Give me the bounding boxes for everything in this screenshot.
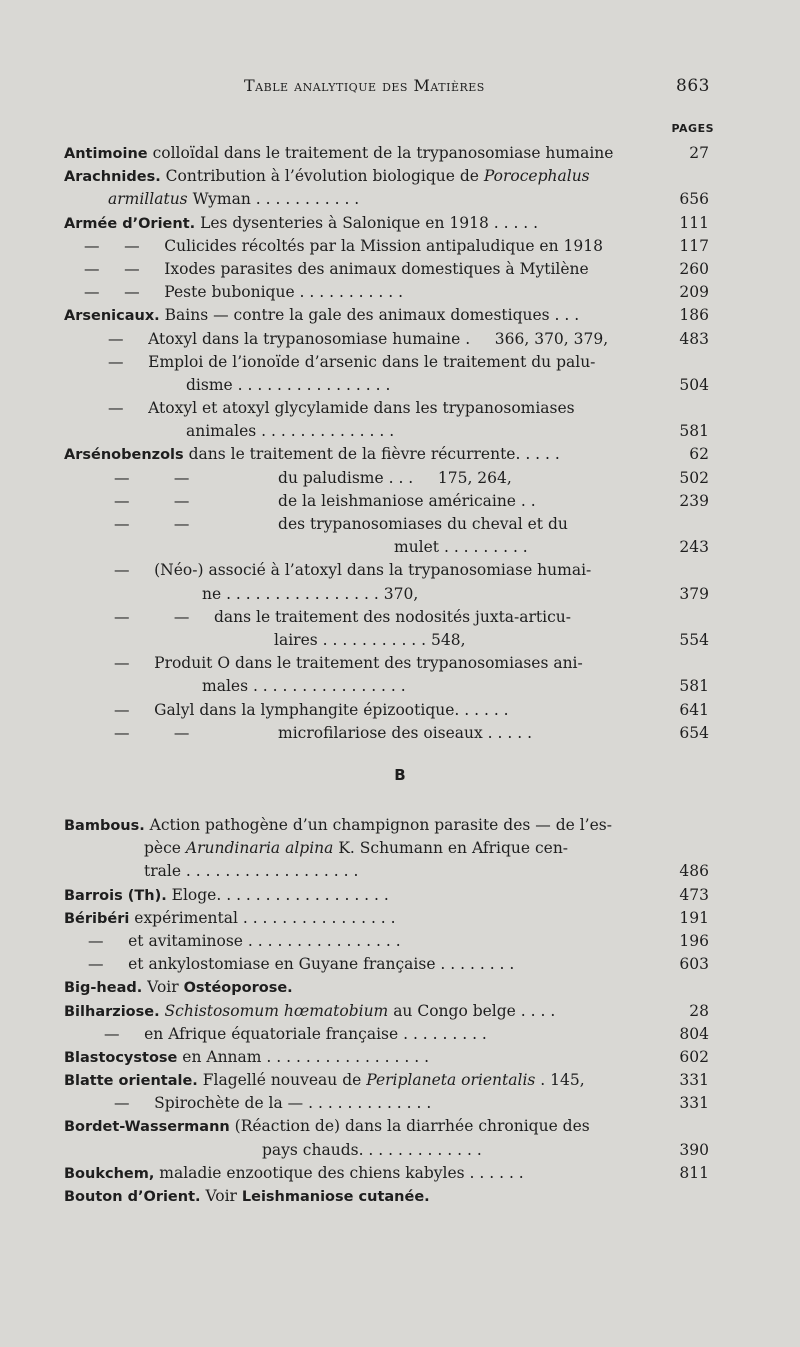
entry-text (64, 1117, 590, 1135)
index-entry (64, 374, 709, 397)
entry-headword: Bambous. (64, 818, 145, 834)
entry-text-part: — et avitaminose . . . . . . . . . . . . . . . . (88, 931, 401, 950)
page-reference: 603 (679, 955, 709, 974)
entry-text-part: — Emploi de l’ionoïde d’arsenic dans le traitement du palu- (108, 352, 596, 371)
entry-headword: Blastocystose (64, 1049, 178, 1066)
page-reference: 243 (679, 538, 709, 557)
entry-italic-text: Periplaneta orientalis (366, 1071, 536, 1090)
entry-text-part: — — dans le traitement des nodosités juxta-articu- (114, 607, 572, 626)
entry-text-part: dans le traitement de la fièvre récurrente. . . . . (183, 445, 560, 464)
page-reference: 117 (679, 236, 709, 255)
entry-text (64, 422, 394, 440)
entry-italic-text: armillatus (108, 190, 188, 209)
entry-text (64, 214, 538, 232)
section-letter-b: B (394, 766, 406, 784)
index-entry (64, 884, 709, 907)
entry-text (64, 469, 512, 487)
entry-text-part: Bains — contre la gale des animaux domestiques . . . (159, 306, 580, 325)
page-reference: 260 (679, 259, 709, 278)
index-entry (64, 814, 709, 837)
index-entry (64, 583, 709, 606)
page-reference: 473 (679, 885, 709, 904)
page-reference: 581 (679, 677, 709, 696)
entry-text-part: expérimental . . . . . . . . . . . . . . . . (129, 908, 396, 927)
entry-headword: Bilharziose. (64, 1003, 160, 1020)
page-reference: 654 (679, 723, 709, 742)
page-reference: 656 (679, 190, 709, 209)
entry-headword: Béribéri (64, 910, 130, 927)
entry-text (64, 978, 293, 996)
entry-text (64, 492, 536, 510)
entry-text (64, 886, 389, 904)
entry-text (64, 1048, 429, 1066)
index-entry (64, 559, 709, 582)
page-reference: 554 (679, 630, 709, 649)
page-reference: 28 (689, 1001, 709, 1020)
entry-italic-text: Schistosomum hœmatobium (164, 1001, 389, 1020)
entry-text (64, 839, 568, 857)
entry-text-part: Les dysenteries à Salonique en 1918 . . . . . (195, 213, 539, 232)
page-reference: 196 (679, 931, 709, 950)
entry-headword: Boukchem, (64, 1165, 155, 1182)
entry-text-part: trale . . . . . . . . . . . . . . . . . . (144, 862, 359, 881)
page-reference: 641 (679, 700, 709, 719)
index-entry (64, 606, 709, 629)
entry-headword: Armée d’Orient. (64, 215, 196, 232)
entry-text-part: (Réaction de) dans la diarrhée chronique des (229, 1117, 590, 1136)
index-entry (64, 443, 709, 466)
entry-text-part: en Annam . . . . . . . . . . . . . . . . . (177, 1047, 430, 1066)
index-entry (64, 930, 709, 953)
entry-text (64, 561, 591, 579)
index-entry (64, 1185, 709, 1208)
entry-text (64, 306, 579, 324)
entry-text (64, 330, 608, 348)
entry-italic-text: Arundinaria alpina (185, 839, 334, 858)
index-entry (64, 1162, 709, 1185)
page-reference: 804 (679, 1024, 709, 1043)
entry-text-part: males . . . . . . . . . . . . . . . . (202, 677, 406, 696)
entry-text-part: — — des trypanosomiases du cheval et du (114, 515, 568, 533)
page-reference: 504 (679, 375, 709, 394)
entry-headword: Bordet-Wassermann (64, 1119, 230, 1136)
entry-text-part: — (Néo-) associé à l’atoxyl dans la trypanosomiase humai- (114, 561, 592, 580)
entry-text-part: pays chauds. . . . . . . . . . . . . (262, 1140, 482, 1159)
entry-text-part: — et ankylostomiase en Guyane française . . . . . . . . (88, 955, 515, 974)
entry-text (64, 515, 568, 533)
index-entry (64, 675, 709, 698)
page-reference: 581 (679, 422, 709, 441)
entry-text-part: maladie enzootique des chiens kabyles . . . . . . (154, 1163, 524, 1182)
entry-text (64, 585, 418, 603)
entry-headword: Arachnides. (64, 169, 161, 186)
entry-text-part: Eloge. . . . . . . . . . . . . . . . . . (166, 885, 389, 904)
entry-text-part: disme . . . . . . . . . . . . . . . . (186, 375, 391, 394)
index-entry (64, 652, 709, 675)
index-entry (64, 1069, 709, 1092)
page-reference: 483 (679, 329, 709, 348)
entry-text-part: Wyman . . . . . . . . . . . (187, 190, 360, 209)
entry-text-part: — — du paludisme . . . 175, 264, (114, 468, 512, 487)
entry-text (64, 538, 528, 556)
entry-text-part: Voir (200, 1187, 242, 1205)
entry-text (64, 399, 575, 417)
page-reference: 111 (679, 213, 709, 232)
entry-text-part: — — de la leishmaniose américaine . . (114, 491, 536, 510)
entry-headword: Arsénobenzols (64, 447, 184, 464)
page-reference: 602 (679, 1047, 709, 1066)
entry-headword: Big-head. (64, 980, 143, 997)
entry-text-part: Action pathogène d’un champignon parasite des — de l’es- (144, 816, 612, 834)
entry-text (64, 376, 390, 394)
page-reference: 811 (679, 1163, 709, 1182)
entry-text-part: au Congo belge . . . . (388, 1001, 556, 1020)
index-entry (64, 860, 709, 883)
index-entry (64, 467, 709, 490)
index-entry (64, 976, 709, 999)
entry-text (64, 260, 589, 278)
pages-column-label: PAGES (671, 122, 714, 135)
entry-text (64, 955, 514, 973)
entry-text-part: — — Peste bubonique . . . . . . . . . . . (84, 283, 404, 302)
entry-text (64, 353, 595, 371)
page-reference: 331 (679, 1094, 709, 1113)
entry-text-part: mulet . . . . . . . . . (394, 538, 528, 557)
index-entry (64, 351, 709, 374)
page-reference: 209 (679, 283, 709, 302)
page-reference: 191 (679, 908, 709, 927)
entry-text-part: — Atoxyl dans la trypanosomiase humaine . 366, 370, 379, (108, 329, 609, 348)
entry-text-part: laires . . . . . . . . . . . 548, (274, 630, 466, 649)
entry-text-part: Voir (142, 978, 184, 997)
entry-text-part: — en Afrique équatoriale française . . . . . . . . . (104, 1024, 487, 1043)
entry-text-part: — Atoxyl et atoxyl glycylamide dans les trypanosomiases (108, 399, 575, 418)
entry-text (64, 932, 401, 950)
entry-text-part: ne . . . . . . . . . . . . . . . . 370, (202, 584, 419, 603)
entry-text (64, 724, 532, 742)
index-entry (64, 722, 709, 745)
index-entry (64, 258, 709, 281)
entry-headword: Barrois (Th). (64, 887, 167, 904)
entry-text-part: — Galyl dans la lymphangite épizootique. . . . . . (114, 700, 509, 719)
index-entry (64, 629, 709, 652)
entry-text (64, 283, 403, 301)
entry-text (64, 608, 571, 626)
index-entry (64, 212, 709, 235)
index-section-a (64, 142, 709, 745)
index-entry (64, 1115, 709, 1138)
entry-headword: Antimoine (64, 146, 148, 162)
entry-text (64, 1002, 555, 1020)
entry-headword: Blatte orientale. (64, 1073, 198, 1090)
page-reference: 390 (679, 1140, 709, 1159)
entry-text (64, 677, 406, 695)
page-reference: 239 (679, 491, 709, 510)
entry-headword: Bouton d’Orient. (64, 1189, 201, 1205)
index-entry (64, 837, 709, 860)
entry-text-part: — — microfilariose des oiseaux . . . . . (114, 723, 533, 742)
entry-italic-text: Porocephalus (483, 167, 590, 186)
entry-text-part: . 145, (535, 1071, 585, 1090)
entry-text (64, 1094, 431, 1112)
entry-text (64, 1164, 524, 1182)
entry-text-part: — Produit O dans le traitement des trypanosomiases ani- (114, 654, 583, 673)
page-reference: 331 (679, 1071, 709, 1090)
entry-text-part: pèce (144, 839, 186, 858)
index-entry (64, 1139, 709, 1162)
running-header (244, 76, 714, 95)
entry-headword: Arsenicaux. (64, 308, 160, 325)
entry-text (64, 1025, 487, 1043)
entry-headword: Leishmaniose cutanée. (241, 1189, 430, 1205)
index-entry (64, 536, 709, 559)
index-entry (64, 281, 709, 304)
entry-text (64, 1141, 482, 1159)
index-entry (64, 142, 709, 165)
index-entry (64, 699, 709, 722)
index-entry (64, 420, 709, 443)
index-entry (64, 513, 709, 536)
entry-text-part: K. Schumann en Afrique cen- (333, 839, 569, 858)
index-entry (64, 907, 709, 930)
index-section-b (64, 814, 709, 1208)
page-reference: 486 (679, 862, 709, 881)
entry-text-part: Flagellé nouveau de (197, 1071, 367, 1090)
entry-text (64, 167, 590, 185)
page-reference: 62 (689, 445, 709, 464)
entry-text-part: colloïdal dans le traitement de la trypanosomiase humaine (147, 144, 614, 162)
entry-text (64, 654, 583, 672)
entry-text (64, 190, 359, 208)
entry-text (64, 862, 358, 880)
index-entry (64, 1046, 709, 1069)
index-entry (64, 490, 709, 513)
index-entry (64, 235, 709, 258)
entry-text (64, 816, 612, 834)
page-reference: 27 (689, 144, 709, 162)
entry-text-part: Contribution à l’évolution biologique de (160, 167, 484, 186)
index-entry (64, 304, 709, 327)
index-entry (64, 953, 709, 976)
entry-text (64, 701, 509, 719)
entry-text (64, 237, 603, 255)
entry-text (64, 144, 613, 162)
entry-text-part: — Spirochète de la — . . . . . . . . . . . . . (114, 1094, 432, 1113)
entry-text-part: animales . . . . . . . . . . . . . . (186, 422, 395, 441)
page-reference: 186 (679, 306, 709, 325)
entry-text (64, 909, 396, 927)
entry-text (64, 1071, 585, 1089)
entry-text-part: — — Culicides récoltés par la Mission antipaludique en 1918 (84, 236, 603, 255)
page-number: 863 (676, 76, 710, 96)
entry-text (64, 631, 466, 649)
index-entry (64, 1092, 709, 1115)
entry-text (64, 445, 560, 463)
entry-text (64, 1187, 430, 1205)
index-entry (64, 165, 709, 188)
index-entry (64, 397, 709, 420)
index-entry (64, 1023, 709, 1046)
index-entry (64, 1000, 709, 1023)
index-entry (64, 188, 709, 211)
entry-headword: Ostéoporose. (183, 980, 293, 997)
page-reference: 379 (679, 584, 709, 603)
header-title: Table analytique des Matières (244, 76, 485, 95)
index-entry (64, 328, 709, 351)
entry-text-part: — — Ixodes parasites des animaux domestiques à Mytilène (84, 259, 589, 278)
page-reference: 502 (679, 468, 709, 487)
